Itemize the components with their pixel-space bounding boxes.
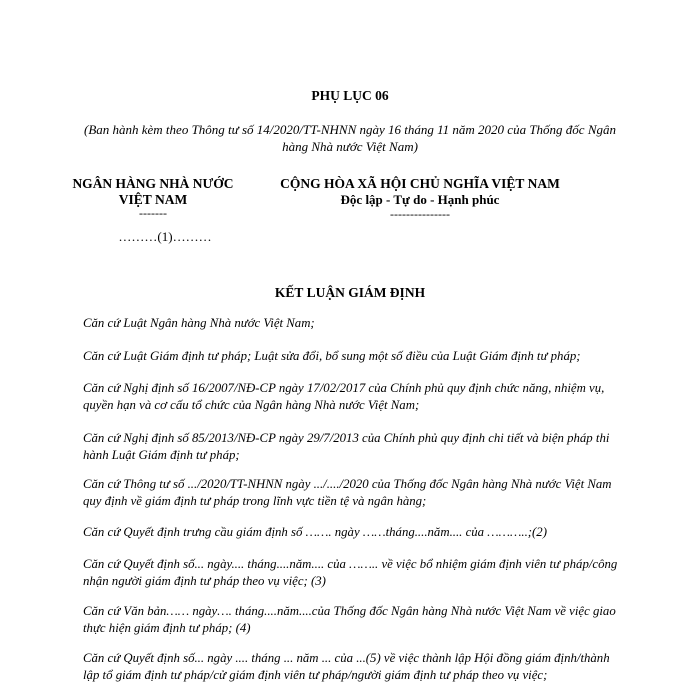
agency-name: NGÂN HÀNG NHÀ NƯỚC VIỆT NAM	[72, 176, 234, 207]
legal-basis-paragraph: Căn cứ Luật Giám định tư pháp; Luật sửa đổi, bổ sung một số điều của Luật Giám định tư pháp;	[83, 349, 581, 363]
legal-basis-paragraph: Căn cứ Nghị định số 16/2007/NĐ-CP ngày 17/02/2017 của Chính phủ quy định chức năng, nhiệm vụ, quyền hạn và cơ cấu tổ chức của Ngân hàng Nhà nước Việt Nam;	[83, 381, 605, 412]
national-title: CỘNG HÒA XÃ HỘI CHỦ NGHĨA VIỆT NAM	[280, 176, 560, 191]
agency-separator: -------	[139, 206, 167, 220]
legal-basis-paragraph: Căn cứ Nghị định số 85/2013/NĐ-CP ngày 29/7/2013 của Chính phủ quy định chi tiết và biện pháp thi hành Luật Giám định tư pháp;	[83, 431, 610, 462]
document-title: KẾT LUẬN GIÁM ĐỊNH	[274, 285, 426, 300]
appendix-title: PHỤ LỤC 06	[311, 88, 389, 103]
document-number: ………(1)………	[118, 229, 212, 244]
motto-separator: ---------------	[390, 207, 450, 221]
legal-basis-paragraph: Căn cứ Quyết định trưng cầu giám định số ……. ngày ……tháng....năm.... của ………..;(2)	[83, 525, 547, 539]
issued-note: (Ban hành kèm theo Thông tư số 14/2020/TT-NHNN ngày 16 tháng 11 năm 2020 của Thống đốc Ngân hàng Nhà nước Việt Nam)	[83, 122, 617, 154]
national-motto: Độc lập - Tự do - Hạnh phúc	[340, 192, 500, 207]
legal-basis-paragraph: Căn cứ Thông tư số .../2020/TT-NHNN ngày .../..../2020 của Thống đốc Ngân hàng Nhà nước Việt Nam quy định về giám định tư pháp trong lĩnh vực tiền tệ và ngân hàng;	[83, 477, 612, 508]
legal-basis-paragraph: Căn cứ Quyết định số... ngày.... tháng....năm.... của …….. về việc bổ nhiệm giám định viên tư pháp/công nhận người giám định tư pháp theo vụ việc; (3)	[83, 557, 618, 588]
legal-basis-paragraph: Căn cứ Quyết định số... ngày .... tháng ... năm ... của ...(5) về việc thành lập Hội đồng giám định/thành lập tổ giám định tư pháp/cử giám định viên tư pháp/người giám định tư pháp theo vụ việc;	[83, 651, 610, 682]
legal-basis-paragraph: Căn cứ Văn bản…… ngày…. tháng....năm....của Thống đốc Ngân hàng Nhà nước Việt Nam về việc giao thực hiện giám định tư pháp; (4)	[83, 604, 616, 635]
legal-basis-paragraph: Căn cứ Luật Ngân hàng Nhà nước Việt Nam;	[83, 316, 315, 330]
